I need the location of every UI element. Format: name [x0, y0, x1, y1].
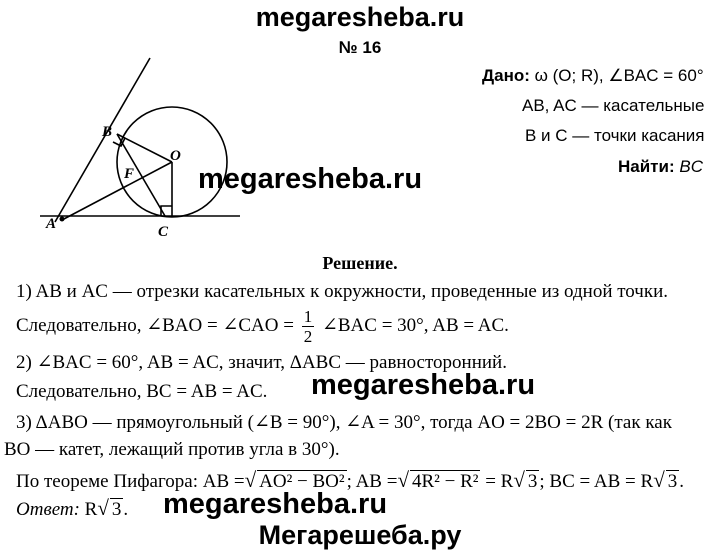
line7-part-c: = R [485, 471, 514, 492]
answer-end: . [123, 499, 129, 520]
line2-part-b: ∠BAC = 30°, AB = AC. [321, 314, 509, 336]
radical-sign: √ [653, 468, 665, 492]
solution-line-2 [16, 308, 509, 345]
answer-label: Ответ: [16, 499, 80, 520]
find-label: Найти: [618, 157, 675, 176]
label-c: C [158, 224, 169, 240]
radicand-4: 3 [667, 471, 678, 492]
label-o: O [170, 148, 181, 164]
fraction-denominator: 2 [303, 327, 313, 346]
watermark-3: megaresheba.ru [163, 488, 388, 520]
answer-line [16, 496, 128, 521]
watermark-2: megaresheba.ru [311, 369, 536, 401]
radical-sign: √ [244, 468, 257, 492]
problem-number: № 16 [338, 38, 382, 57]
line7-part-a: По теореме Пифагора: AB = [16, 471, 245, 492]
radicand-1: AO² − BO² [259, 471, 345, 492]
tangent-line-ab [55, 58, 150, 222]
fraction-numerator: 1 [303, 307, 313, 326]
watermark-1: megaresheba.ru [198, 163, 423, 195]
solution-line-5: 3) ΔABO — прямоугольный (∠B = 90°), ∠A = 30°, тогда AO = 2BO = 2R (так как [16, 412, 672, 433]
solution-line-4: Следовательно, BC = AB = AC. [16, 381, 268, 402]
given-label: Дано: [482, 66, 530, 85]
solution-line-3: 2) ∠BAC = 60°, AB = AC, значит, ΔABC — равносторонний. [16, 352, 507, 373]
radical-sign: √ [397, 468, 409, 492]
find-value: BC [679, 157, 703, 176]
radicand-3: 3 [527, 471, 538, 492]
radicand-2: 4R² − R² [411, 471, 479, 492]
label-a: A [46, 216, 57, 232]
radical-sign: √ [513, 468, 525, 492]
solution-line-1: 1) AB и AC — отрезки касательных к окружности, проведенные из одной точки. [16, 281, 669, 302]
line7-part-d: ; BC = AB = R [539, 471, 654, 492]
given-line-3: B и C — точки касания [525, 126, 705, 145]
line2-part-a: Следовательно, ∠BAO = ∠CAO = [16, 314, 294, 336]
label-f: F [124, 166, 135, 182]
given-line-2: AB, AC — касательные [522, 96, 705, 115]
solution-heading: Решение. [322, 253, 398, 273]
site-title: megaresheba.ru [255, 2, 465, 32]
label-b: B [102, 124, 113, 140]
solution-line-7 [16, 468, 684, 493]
find-line [618, 157, 703, 177]
answer-radicand: 3 [111, 499, 122, 520]
given-line-1 [482, 66, 704, 86]
radical-sign: √ [97, 496, 109, 520]
point-a [60, 217, 65, 222]
solution-line-6: BO — катет, лежащий против угла в 30°). [4, 439, 340, 460]
line7-part-e: . [679, 471, 684, 492]
answer-value: R [84, 499, 98, 520]
line7-part-b: ; AB = [346, 471, 398, 492]
geometry-figure [0, 0, 300, 250]
fraction-one-half [302, 308, 315, 345]
footer-site-name: Мегарешеба.ру [258, 520, 462, 550]
given-text-1: ω (O; R), ∠BAC = 60° [534, 66, 704, 85]
